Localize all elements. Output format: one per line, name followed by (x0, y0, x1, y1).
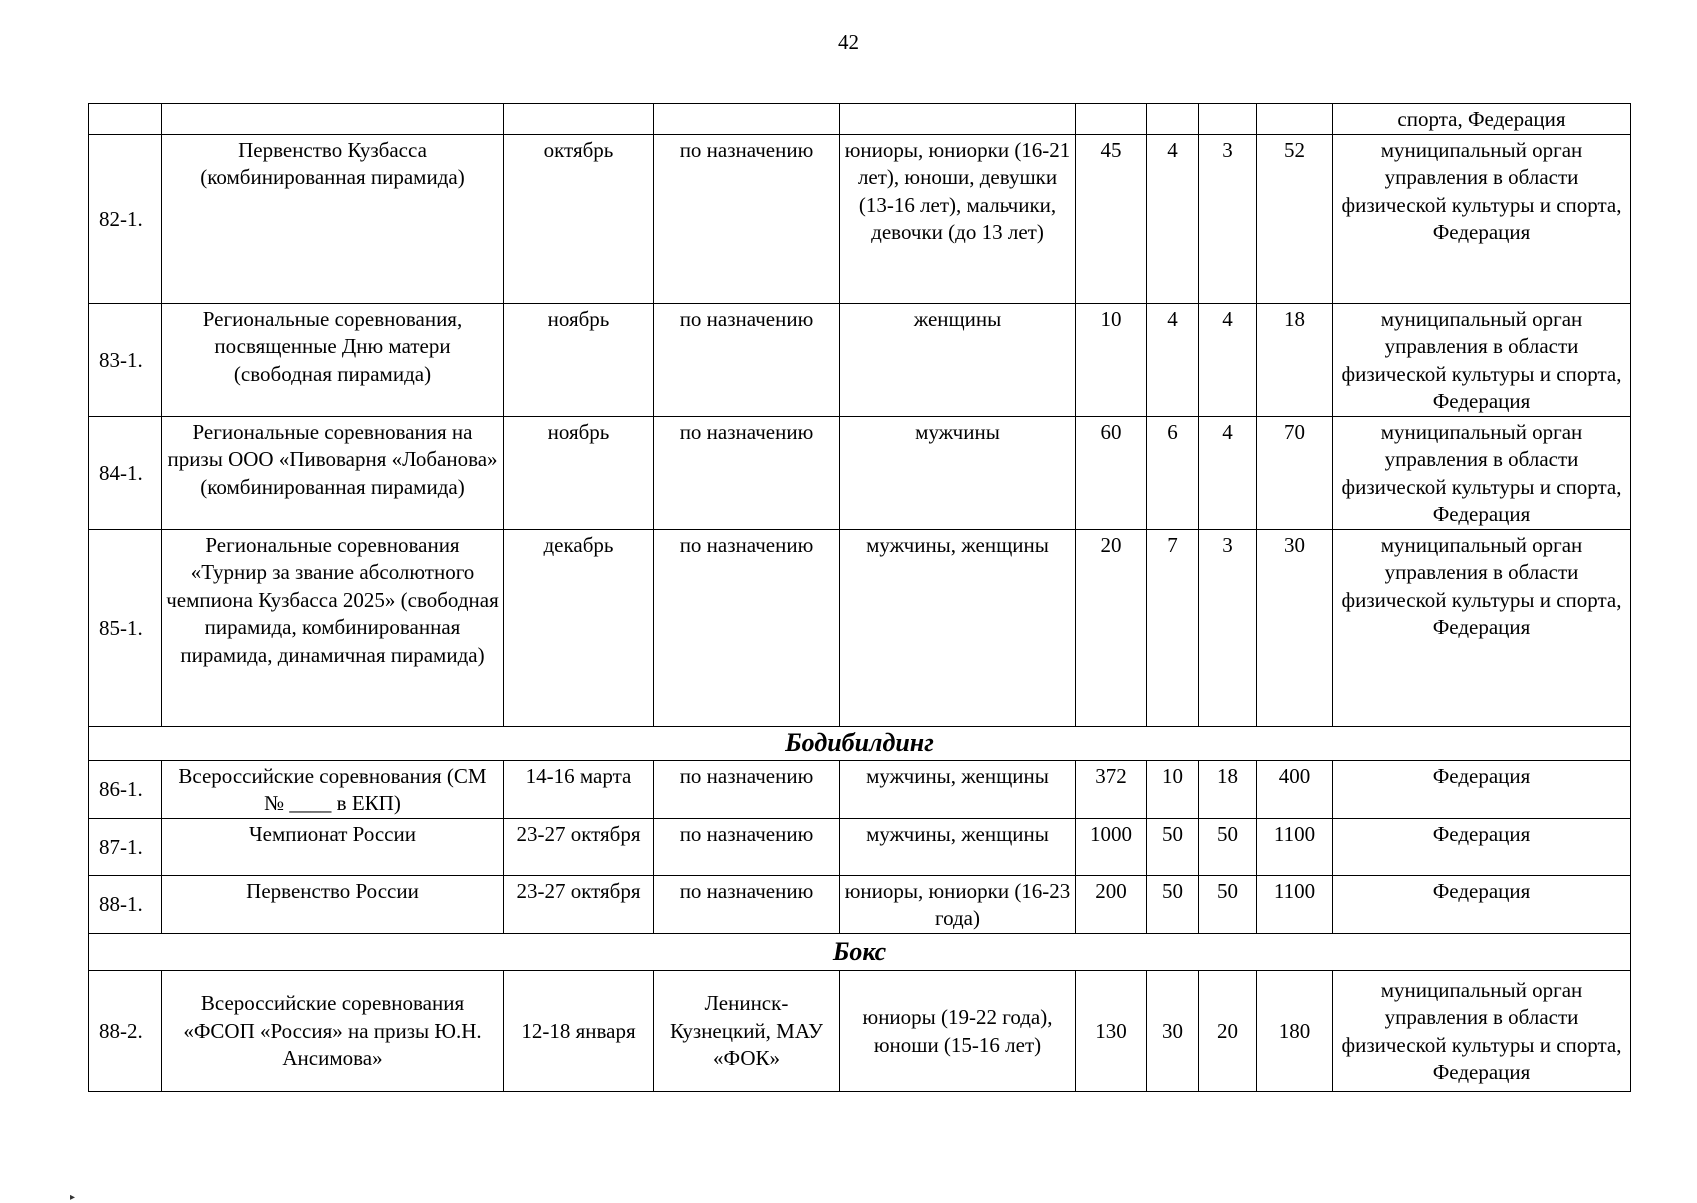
count-3: 3 (1199, 529, 1257, 726)
event-name: Региональные соревнования на призы ООО «Пивоварня «Лобанова» (комбинированная пирамида) (162, 416, 504, 529)
count-total: 70 (1257, 416, 1333, 529)
row-number: 86-1. (89, 760, 162, 818)
event-name: Первенство Кузбасса (комбинированная пирамида) (162, 134, 504, 303)
event-place: по назначению (654, 818, 840, 875)
participants: женщины (840, 303, 1076, 416)
count-2: 4 (1147, 134, 1199, 303)
count-1: 10 (1076, 303, 1147, 416)
section-title-bodybuilding: Бодибилдинг (89, 726, 1631, 760)
organizer-cell: Федерация (1333, 875, 1631, 933)
organizer-cell: спорта, Федерация (1333, 104, 1631, 135)
table-row (89, 760, 1631, 818)
event-place: по назначению (654, 303, 840, 416)
continuation-row (89, 104, 1631, 135)
count-total: 180 (1257, 970, 1333, 1091)
participants: мужчины, женщины (840, 529, 1076, 726)
count-3: 50 (1199, 875, 1257, 933)
events-table (88, 103, 1631, 1092)
event-place: по назначению (654, 875, 840, 933)
organizer-cell: муниципальный орган управления в области физической культуры и спорта, Федерация (1333, 970, 1631, 1091)
event-date: декабрь (504, 529, 654, 726)
participants: юниоры (19-22 года), юноши (15-16 лет) (840, 970, 1076, 1091)
organizer-cell: муниципальный орган управления в области физической культуры и спорта, Федерация (1333, 303, 1631, 416)
table-row (89, 970, 1631, 1091)
count-1: 60 (1076, 416, 1147, 529)
organizer-cell: Федерация (1333, 760, 1631, 818)
organizer-cell: муниципальный орган управления в области физической культуры и спорта, Федерация (1333, 529, 1631, 726)
count-2: 50 (1147, 875, 1199, 933)
corner-mark: ▸ (70, 1192, 76, 1203)
event-place: по назначению (654, 760, 840, 818)
section-header (89, 933, 1631, 970)
count-total: 52 (1257, 134, 1333, 303)
section-title-boxing: Бокс (89, 933, 1631, 970)
row-number: 87-1. (89, 818, 162, 875)
count-2: 6 (1147, 416, 1199, 529)
participants: юниоры, юниорки (16-23 года) (840, 875, 1076, 933)
event-date: 23-27 октября (504, 875, 654, 933)
count-2: 50 (1147, 818, 1199, 875)
event-date: ноябрь (504, 416, 654, 529)
event-name: Всероссийские соревнования (СМ № ____ в ЕКП) (162, 760, 504, 818)
count-1: 20 (1076, 529, 1147, 726)
organizer-cell: муниципальный орган управления в области физической культуры и спорта, Федерация (1333, 416, 1631, 529)
row-number: 88-2. (89, 970, 162, 1091)
event-place: по назначению (654, 416, 840, 529)
event-place: по назначению (654, 134, 840, 303)
event-name: Чемпионат России (162, 818, 504, 875)
participants: мужчины, женщины (840, 760, 1076, 818)
participants: мужчины (840, 416, 1076, 529)
count-total: 1100 (1257, 818, 1333, 875)
count-3: 50 (1199, 818, 1257, 875)
row-number: 85-1. (89, 529, 162, 726)
count-1: 130 (1076, 970, 1147, 1091)
participants: юниоры, юниорки (16-21 лет), юноши, девушки (13-16 лет), мальчики, девочки (до 13 лет) (840, 134, 1076, 303)
event-date: октябрь (504, 134, 654, 303)
count-3: 4 (1199, 303, 1257, 416)
count-3: 4 (1199, 416, 1257, 529)
count-2: 4 (1147, 303, 1199, 416)
count-2: 7 (1147, 529, 1199, 726)
table-row (89, 875, 1631, 933)
row-number: 82-1. (89, 134, 162, 303)
event-name: Региональные соревнования, посвященные Дню матери (свободная пирамида) (162, 303, 504, 416)
organizer-cell: муниципальный орган управления в области физической культуры и спорта, Федерация (1333, 134, 1631, 303)
count-3: 3 (1199, 134, 1257, 303)
count-3: 18 (1199, 760, 1257, 818)
count-total: 30 (1257, 529, 1333, 726)
table-row (89, 416, 1631, 529)
count-1: 200 (1076, 875, 1147, 933)
organizer-cell: Федерация (1333, 818, 1631, 875)
count-total: 1100 (1257, 875, 1333, 933)
event-date: 12-18 января (504, 970, 654, 1091)
count-1: 372 (1076, 760, 1147, 818)
event-date: ноябрь (504, 303, 654, 416)
table-row (89, 134, 1631, 303)
event-name: Региональные соревнования «Турнир за звание абсолютного чемпиона Кузбасса 2025» (свободная пирамида, комбинированная пирамида, динамичная пирамида) (162, 529, 504, 726)
count-total: 400 (1257, 760, 1333, 818)
table-row (89, 818, 1631, 875)
row-number: 83-1. (89, 303, 162, 416)
event-date: 23-27 октября (504, 818, 654, 875)
event-place: по назначению (654, 529, 840, 726)
count-2: 10 (1147, 760, 1199, 818)
count-3: 20 (1199, 970, 1257, 1091)
count-1: 1000 (1076, 818, 1147, 875)
row-number: 88-1. (89, 875, 162, 933)
page-number: 42 (838, 30, 859, 54)
table-row (89, 529, 1631, 726)
section-header (89, 726, 1631, 760)
count-2: 30 (1147, 970, 1199, 1091)
count-1: 45 (1076, 134, 1147, 303)
table-row (89, 303, 1631, 416)
row-number: 84-1. (89, 416, 162, 529)
event-date: 14-16 марта (504, 760, 654, 818)
participants: мужчины, женщины (840, 818, 1076, 875)
count-total: 18 (1257, 303, 1333, 416)
event-name: Первенство России (162, 875, 504, 933)
event-name: Всероссийские соревнования «ФСОП «Россия» на призы Ю.Н. Ансимова» (162, 970, 504, 1091)
event-place: Ленинск-Кузнецкий, МАУ «ФОК» (654, 970, 840, 1091)
